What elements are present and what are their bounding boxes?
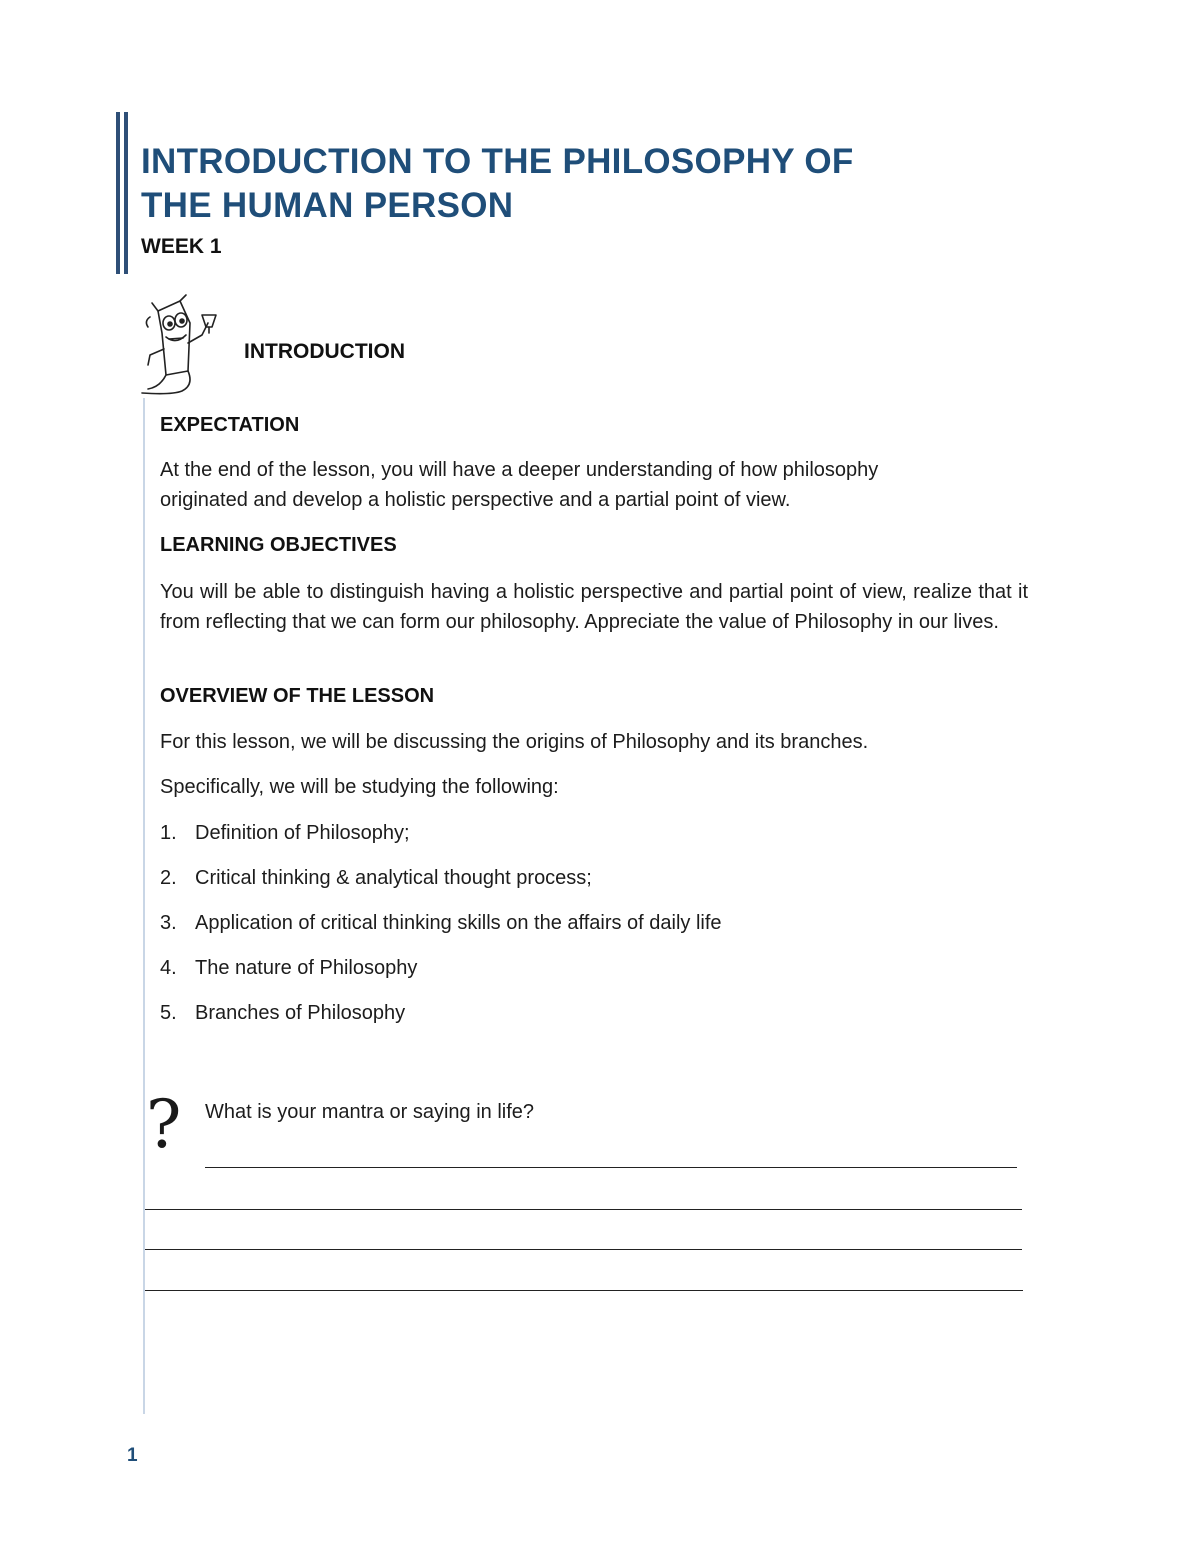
accent-bar: [124, 112, 128, 274]
list-item: [160, 912, 722, 935]
introduction-label: INTRODUCTION: [244, 340, 405, 363]
answer-line[interactable]: [145, 1249, 1022, 1250]
list-item-number: 5.: [160, 1002, 177, 1024]
list-item-text: Definition of Philosophy;: [195, 822, 410, 844]
accent-bar: [116, 112, 120, 274]
document-title: [141, 140, 1091, 228]
answer-line[interactable]: [205, 1167, 1017, 1168]
objectives-heading: LEARNING OBJECTIVES: [160, 534, 397, 556]
title-accent-bars: [116, 112, 130, 274]
objectives-text: You will be able to distinguish having a holistic perspective and partial point of view, realize that it from reflecting that we can form our philosophy. Appreciate the value of Philosophy in our lives.: [160, 581, 1028, 633]
question-mark-icon: ?: [146, 1086, 182, 1163]
list-item: [160, 957, 417, 980]
answer-line[interactable]: [145, 1209, 1022, 1210]
list-item-number: 1.: [160, 822, 177, 844]
expectation-line-2: originated and develop a holistic perspective and a partial point of view.: [160, 489, 791, 511]
list-item-text: The nature of Philosophy: [195, 957, 418, 979]
list-item-number: 4.: [160, 957, 177, 979]
expectation-line-1: At the end of the lesson, you will have a deeper understanding of how philosophy: [160, 459, 879, 481]
list-item-number: 2.: [160, 867, 177, 889]
overview-line-2: Specifically, we will be studying the following:: [160, 776, 559, 798]
overview-heading: OVERVIEW OF THE LESSON: [160, 685, 435, 707]
list-item: [160, 1002, 405, 1025]
title-line-1: INTRODUCTION TO THE PHILOSOPHY OF: [141, 142, 854, 181]
list-item-number: 3.: [160, 912, 177, 934]
answer-line[interactable]: [145, 1290, 1023, 1291]
cartoon-mascot-icon: [136, 293, 232, 397]
page-number: 1: [127, 1445, 138, 1466]
list-item: [160, 822, 410, 845]
question-prompt: What is your mantra or saying in life?: [205, 1101, 535, 1123]
overview-line-1: For this lesson, we will be discussing the origins of Philosophy and its branches.: [160, 731, 869, 753]
list-item: [160, 867, 592, 890]
week-label: WEEK 1: [141, 235, 222, 258]
title-line-2: THE HUMAN PERSON: [141, 186, 514, 225]
expectation-heading: EXPECTATION: [160, 414, 300, 436]
section-rule: [143, 398, 145, 1414]
list-item-text: Critical thinking & analytical thought process;: [195, 867, 592, 889]
list-item-text: Application of critical thinking skills on the affairs of daily life: [195, 912, 722, 934]
list-item-text: Branches of Philosophy: [195, 1002, 406, 1024]
